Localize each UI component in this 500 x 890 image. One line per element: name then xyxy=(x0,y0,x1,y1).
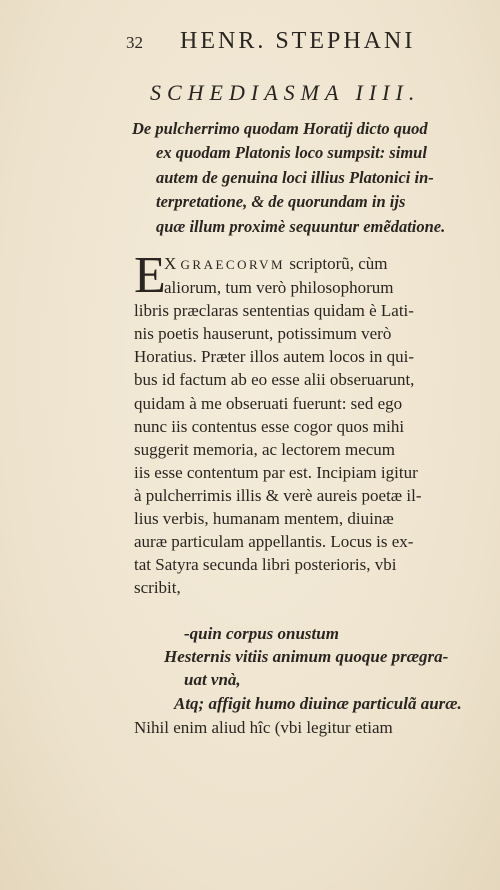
body-line: nunc iis contentus esse cogor quos mihi xyxy=(134,416,405,436)
verse-line: uat vnà, xyxy=(184,670,241,690)
body-line: tat Satyra secunda libri posterioris, vbi xyxy=(134,555,397,575)
drop-cap: E xyxy=(134,247,166,304)
small-caps-word: GRAECORVM xyxy=(180,257,286,272)
section-summary xyxy=(132,117,472,239)
body-line: scribit, xyxy=(134,578,181,598)
body-line: libris præclaras sententias quidam è Lati- xyxy=(134,301,414,321)
body-line: Nihil enim aliud hîc (vbi legitur etiam xyxy=(134,718,393,737)
body-line: suggerit memoria, ac lectorem mecum xyxy=(134,439,396,459)
page-header xyxy=(126,28,470,55)
body-line: à pulcherrimis illis & verè aureis poetæ il- xyxy=(134,485,422,505)
body-line: nis poetis hauserunt, potissimum verò xyxy=(134,324,392,344)
body-line: Horatius. Præter illos autem locos in qui- xyxy=(134,347,414,367)
summary-line: ex quodam Platonis loco sumpsit: simul xyxy=(156,143,427,163)
body-line: aliorum, tum verò philosophorum xyxy=(164,278,394,298)
body-line: auræ particulam appellantis. Locus is ex- xyxy=(134,532,414,552)
first-word-rest: X xyxy=(164,254,177,273)
section-title: SCHEDIASMA IIII. xyxy=(150,80,421,105)
summary-line: De pulcherrimo quodam Horatij dicto quod xyxy=(132,119,428,138)
body-line: iis esse contentum par est. Incipiam igitur xyxy=(134,462,418,482)
first-line-tail: scriptorũ, cùm xyxy=(289,254,388,273)
verse-line: -quin corpus onustum xyxy=(184,624,339,643)
body-line: lius verbis, humanam mentem, diuinæ xyxy=(134,509,394,529)
summary-line: quæ illum proximè sequuntur emẽdatione. xyxy=(156,216,446,236)
body-text xyxy=(134,247,482,599)
verse-line: Atq; affigit humo diuinæ particulã auræ. xyxy=(174,693,462,713)
body-line xyxy=(134,252,482,276)
verse-line: Hesternis vitiis animum quoque prægra- xyxy=(164,647,449,667)
summary-line: autem de genuina loci illius Platonici in- xyxy=(156,167,434,187)
summary-line: terpretatione, & de quorundam in ijs xyxy=(156,192,406,212)
verse-quotation xyxy=(134,622,482,715)
running-head: HENR. STEPHANI xyxy=(180,28,416,54)
body-line: bus id factum ab eo esse alii obseruarunt, xyxy=(134,370,415,390)
body-line: quidam à me obseruati fuerunt: sed ego xyxy=(134,393,403,413)
page-number: 32 xyxy=(126,33,143,52)
